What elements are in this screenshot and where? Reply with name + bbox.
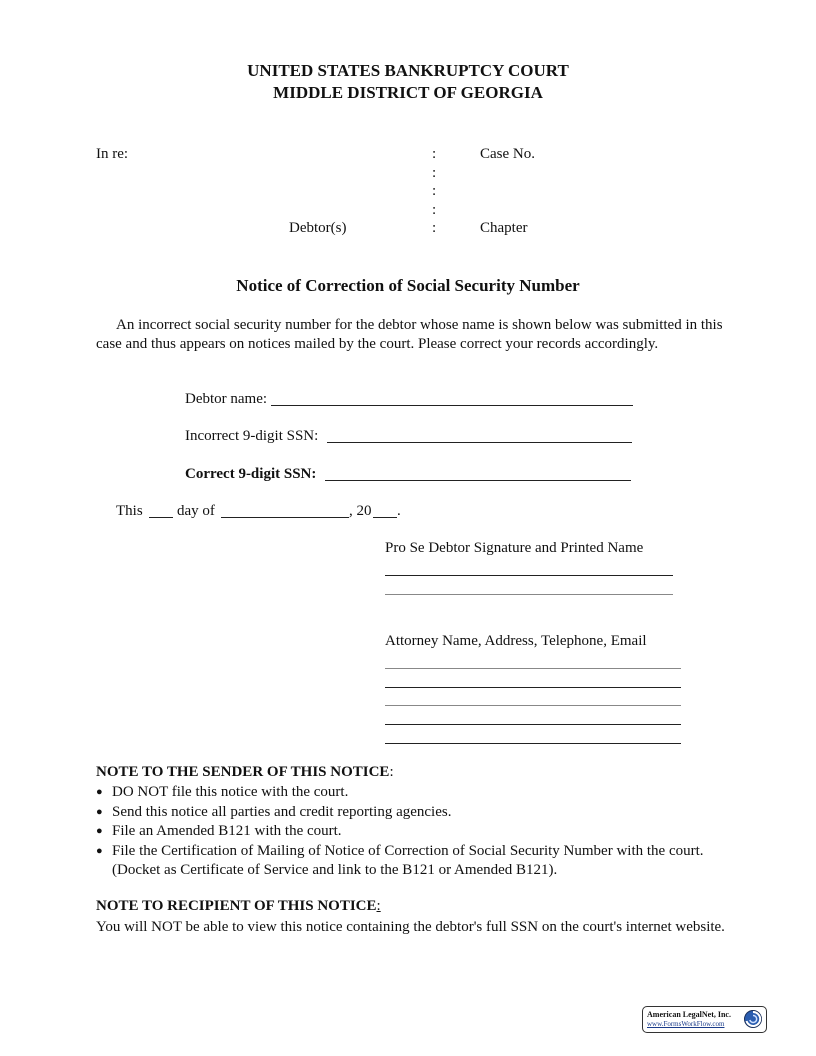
caption-colon: : [432, 165, 437, 181]
in-re-label: In re: [96, 146, 129, 162]
debtors-label: Debtor(s) [289, 220, 347, 236]
court-name: UNITED STATES BANKRUPTCY COURT [247, 61, 569, 80]
caption-colon: : [432, 183, 437, 199]
debtor-name-line[interactable] [271, 405, 633, 406]
date-this: This [116, 503, 143, 519]
list-item: ● DO NOT file this notice with the court. [96, 783, 726, 803]
recipient-note-text: You will NOT be able to view this notice containing the debtor's full SSN on the court's internet website. [96, 919, 725, 935]
bullet-icon: ● [96, 825, 103, 837]
logo-company: American LegalNet, Inc. [647, 1010, 731, 1019]
sender-note-list [96, 783, 726, 881]
attorney-line[interactable] [385, 724, 681, 725]
date-day-of: day of [177, 503, 215, 519]
incorrect-ssn-line[interactable] [327, 442, 632, 443]
caption-colon: : [432, 146, 437, 162]
correct-ssn-label: Correct 9-digit SSN: [185, 466, 317, 482]
caption-colon: : [432, 202, 437, 218]
attorney-line[interactable] [385, 743, 681, 744]
attorney-line[interactable] [385, 687, 681, 688]
intro-paragraph: An incorrect social security number for the debtor whose name is shown below was submitted in this case and thus appears on notices mailed by the court. Please correct your records accordingly. [96, 317, 723, 352]
incorrect-ssn-label: Incorrect 9-digit SSN: [185, 428, 319, 444]
attorney-info-label: Attorney Name, Address, Telephone, Email [385, 633, 647, 649]
attorney-line[interactable] [385, 668, 681, 669]
attorney-line[interactable] [385, 705, 681, 706]
bullet-icon: ● [96, 805, 103, 818]
pro-se-signature-line[interactable] [385, 575, 673, 576]
month-blank[interactable] [221, 517, 349, 518]
sender-note-colon: : [389, 764, 394, 780]
caption-colon: : [432, 220, 437, 236]
notice-title: Notice of Correction of Social Security Number [236, 276, 580, 295]
correct-ssn-line[interactable] [325, 480, 631, 481]
logo-website: www.FormsWorkFlow.com [647, 1020, 725, 1028]
list-item: ● Send this notice all parties and credit reporting agencies. [96, 803, 726, 823]
case-no-label: Case No. [480, 146, 535, 162]
list-item: ● File the Certification of Mailing of Notice of Correction of Social Security Number with the court. (Docket as Certificate of Service and link to the B121 or Amended B121). [96, 842, 704, 878]
recipient-note-title: NOTE TO RECIPIENT OF THIS NOTICE [96, 898, 377, 914]
list-item: ● File an Amended B121 with the court. [96, 822, 726, 842]
swirl-logo-icon [743, 1009, 763, 1029]
debtor-name-label: Debtor name: [185, 391, 268, 407]
day-blank[interactable] [149, 517, 173, 518]
recipient-note-colon: : [376, 898, 381, 914]
sender-note-heading [96, 764, 394, 781]
date-year-prefix: , 20 [349, 503, 372, 519]
chapter-label: Chapter [480, 220, 528, 236]
bullet-icon: ● [96, 786, 103, 798]
pro-se-signature-label: Pro Se Debtor Signature and Printed Name [385, 540, 644, 556]
sender-note-title: NOTE TO THE SENDER OF THIS NOTICE [96, 764, 390, 780]
court-district: MIDDLE DISTRICT OF GEORGIA [273, 83, 543, 102]
date-period: . [397, 503, 401, 519]
pro-se-name-line[interactable] [385, 594, 673, 595]
bullet-icon: ● [96, 844, 103, 857]
year-blank[interactable] [373, 517, 397, 518]
legalnet-logo[interactable] [642, 1006, 767, 1033]
recipient-note-heading [96, 898, 381, 915]
